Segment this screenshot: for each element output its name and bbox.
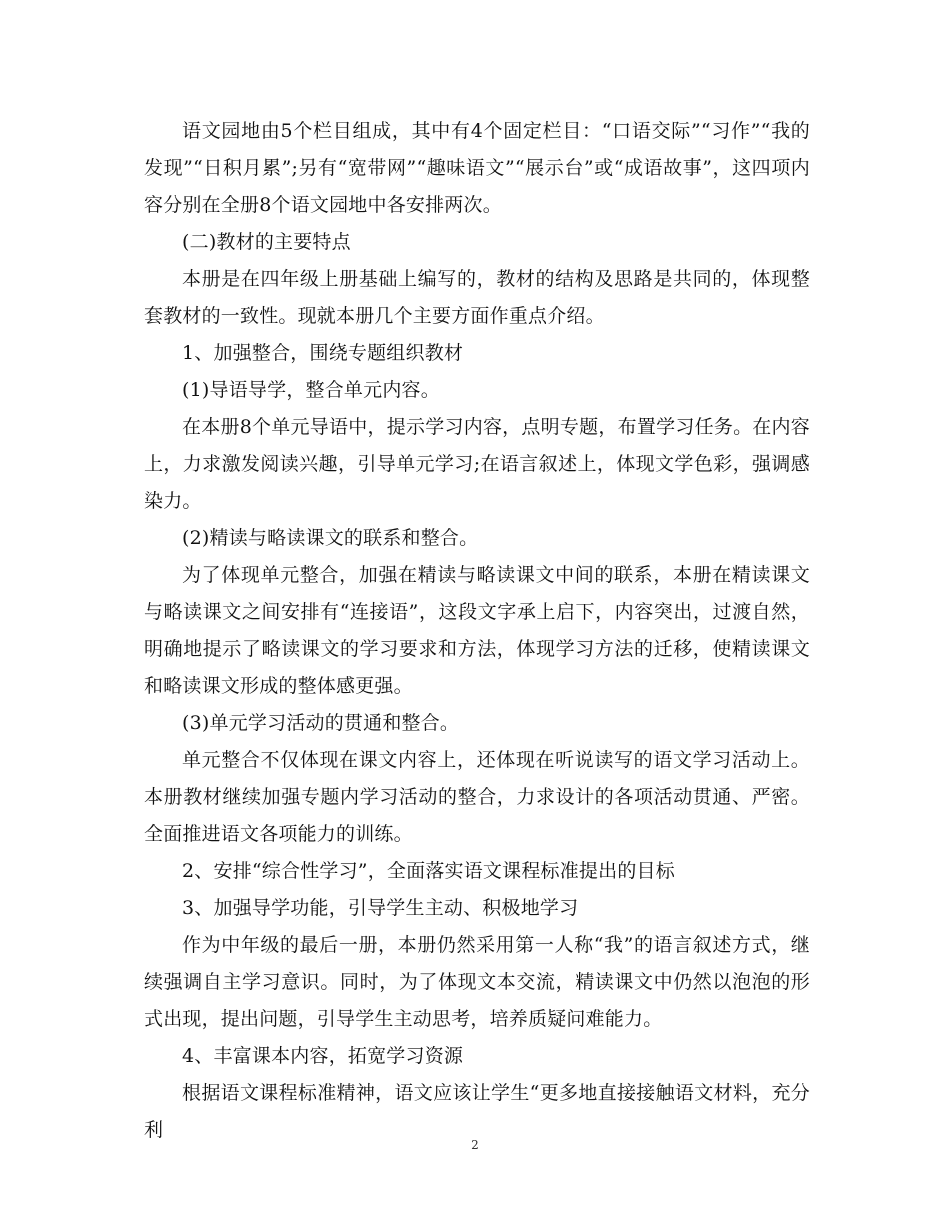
heading-comprehensive-learning: 2、安排“综合性学习”，全面落实语文课程标准提出的目标: [182, 860, 675, 882]
paragraph-unit-activities: 单元整合不仅体现在课文内容上，还体现在听说读写的语文学习活动上。本册教材继续加强专题内学习活动的整合，力求设计的各项活动贯通、严密。全面推进语文各项能力的训练。: [144, 749, 810, 845]
paragraph-guided-learning: 作为中年级的最后一册，本册仍然采用第一人称“我”的语言叙述方式，继续强调自主学习意识。同时，为了体现文本交流，精读课文中仍然以泡泡的形式出现，提出问题，引导学生主动思考，培养质疑问难能力。: [144, 934, 810, 1030]
heading-guided-learning: 3、加强导学功能，引导学生主动、积极地学习: [182, 897, 579, 919]
page-number: 2: [471, 1138, 479, 1152]
subheading-reading-link: (2)精读与略读课文的联系和整合。: [182, 527, 479, 549]
paragraph-reading-link: 为了体现单元整合，加强在精读与略读课文中间的联系，本册在精读课文与略读课文之间安排有“连接语”，这段文字承上启下，内容突出，过渡自然，明确地提示了略读课文的学习要求和方法，体现学习方法的迁移，使精读课文和略读课文形成的整体感更强。: [144, 564, 810, 697]
paragraph-unit-guide: 在本册8个单元导语中，提示学习内容，点明专题，布置学习任务。在内容上，力求激发阅读兴趣，引导单元学习;在语言叙述上，体现文学色彩，强调感染力。: [144, 416, 810, 512]
document-body: [144, 113, 810, 1149]
heading-integration: 1、加强整合，围绕专题组织教材: [182, 342, 464, 364]
subheading-unit-guide: (1)导语导学，整合单元内容。: [182, 379, 440, 401]
section-heading-main-features: (二)教材的主要特点: [182, 231, 351, 253]
paragraph-enrich-content: 根据语文课程标准精神，语文应该让学生“更多地直接接触语文材料，充分利: [144, 1082, 810, 1141]
paragraph-yuwen-yuandi: 语文园地由5个栏目组成，其中有4个固定栏目：“口语交际”“习作”“我的发现”“日积月累”;另有“宽带网”“趣味语文”“展示台”或“成语故事”，这四项内容分别在全册8个语文园地中各安排两次。: [144, 120, 810, 216]
heading-enrich-content: 4、丰富课本内容，拓宽学习资源: [182, 1045, 464, 1067]
subheading-unit-activities: (3)单元学习活动的贯通和整合。: [182, 712, 460, 734]
paragraph-intro: 本册是在四年级上册基础上编写的，教材的结构及思路是共同的，体现整套教材的一致性。现就本册几个主要方面作重点介绍。: [144, 268, 810, 327]
